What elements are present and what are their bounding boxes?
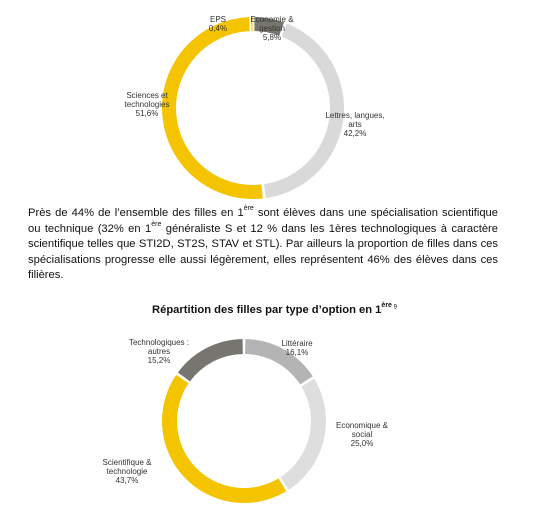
slice-label: Scientifique & technologie 43,7% — [102, 458, 152, 485]
donut-chart-filles-par-option-labels — [103, 338, 389, 485]
slice-label: EPS 0,4% — [208, 15, 228, 33]
donut-chart-filles-par-option — [162, 339, 326, 503]
slice-label: Sciences et technologies 51,6% — [124, 91, 170, 118]
slice-label: Technologiques : autres 15,2% — [128, 338, 190, 365]
slice-label: Littéraire 16,1% — [281, 339, 313, 357]
slice-label: Economie & gestion 5,8% — [250, 15, 294, 42]
donut-chart-options-1 — [162, 17, 344, 199]
slice-economique-social — [281, 379, 326, 490]
slice-scientifique-technologie — [162, 375, 286, 503]
body-paragraph: Près de 44% de l’ensemble des filles en 1ère sont élèves dans une spécialisation scientifique ou technique (32% en 1ère généraliste S et 12 % dans les 1ères technologiques à caractère scientifique telles que STI2D, ST2S, STAV et STL). Par ailleurs la proportion de filles dans ces spécialisations progresse elle aussi légèrement, elles représentent 46% des élèves dans ces filières. — [28, 205, 498, 282]
slice-label: Lettres, langues, arts 42,2% — [325, 111, 385, 138]
slice-label: Economique & social 25,0% — [335, 421, 389, 448]
chart-title: Répartition des filles par type d’option en 1ère $^9$ — [152, 302, 397, 316]
slice-sciences-et-technologies — [162, 17, 263, 199]
